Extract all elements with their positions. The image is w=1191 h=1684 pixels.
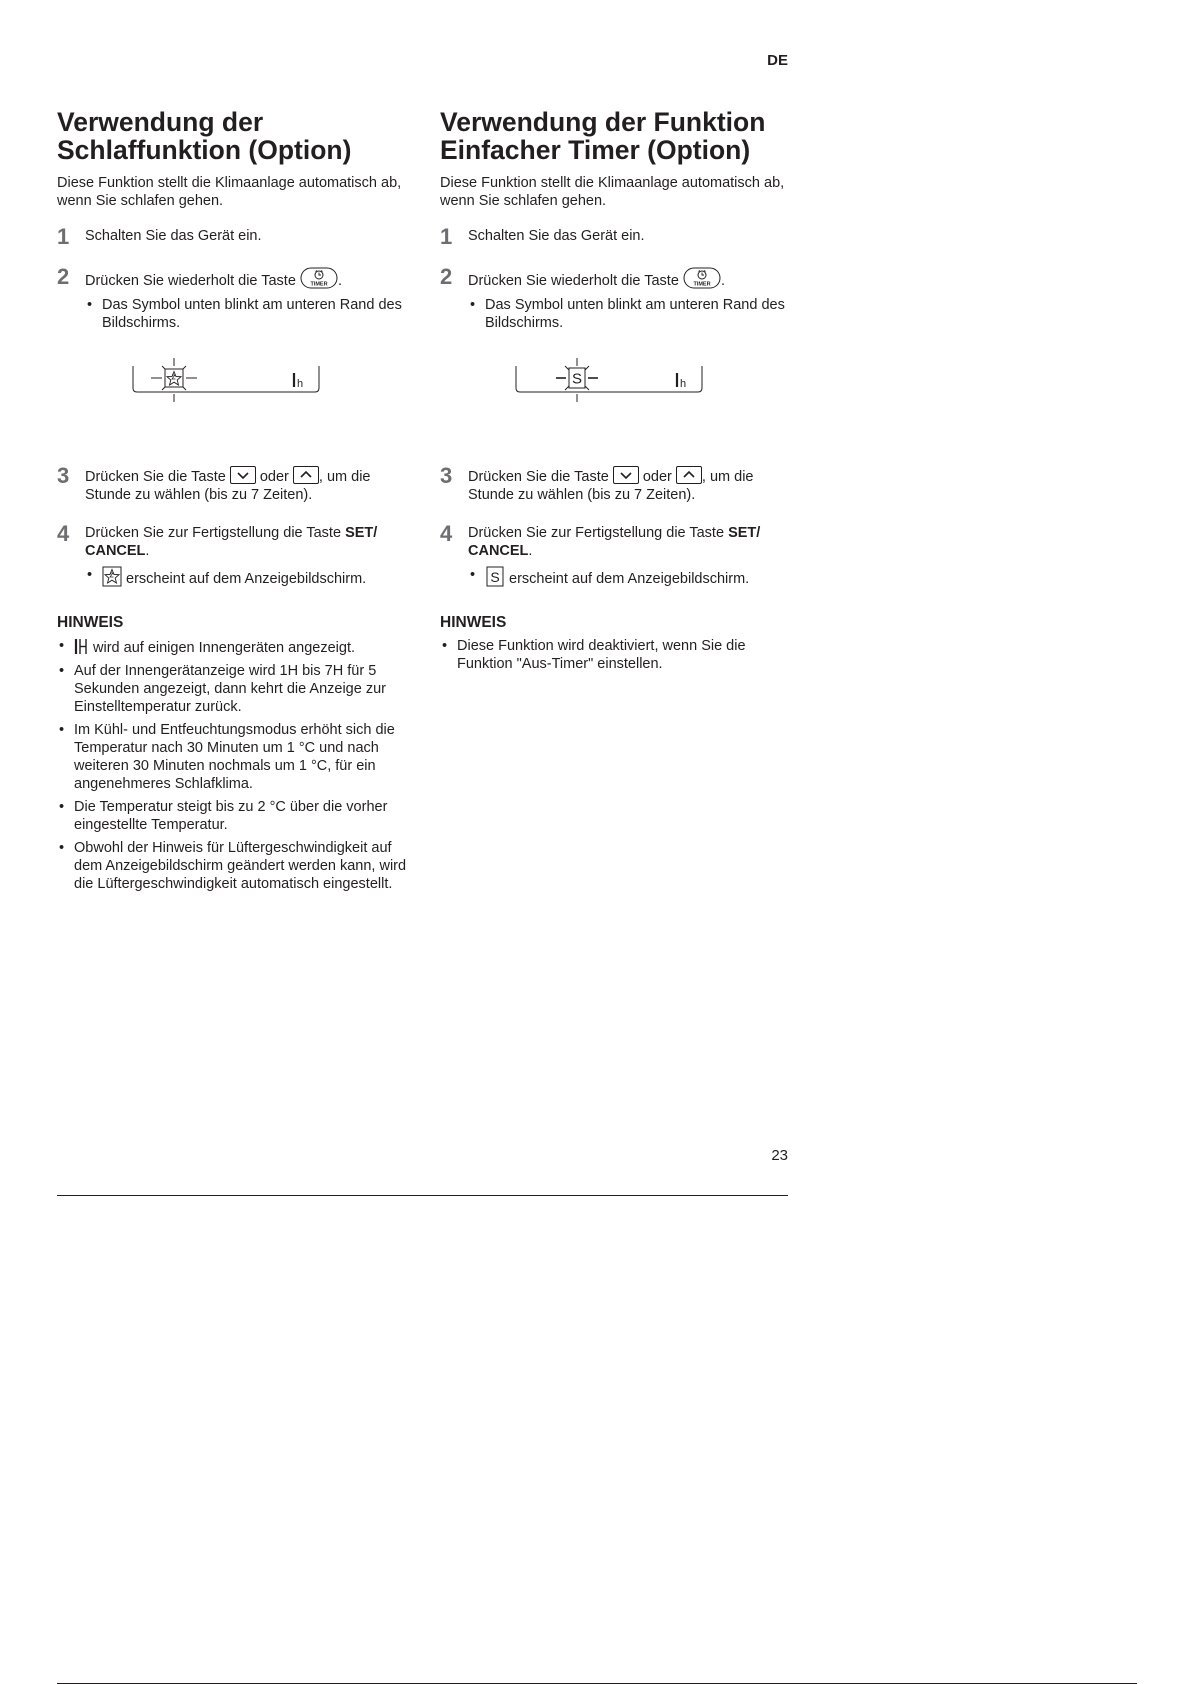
timer-label: TIMER xyxy=(310,281,328,288)
language-tag: DE xyxy=(767,52,788,69)
display-illustration xyxy=(512,352,712,410)
sleep-function-section xyxy=(57,108,407,898)
step-text-or: oder xyxy=(259,469,289,485)
step-subpoint: • Das Symbol unten blinkt am unteren Rand des Bildschirms. xyxy=(85,296,407,332)
section-title: Verwendung der Schlaffunktion (Option) xyxy=(57,107,352,165)
step-number: 4 xyxy=(57,521,70,546)
step-subpoint xyxy=(85,566,407,588)
simple-timer-s-icon xyxy=(569,368,585,388)
hour-label: h xyxy=(680,378,687,390)
sleep-star-icon xyxy=(165,369,183,387)
note-list xyxy=(57,637,407,893)
step-text: Drücken Sie wiederholt die Taste xyxy=(85,273,296,289)
hour-label: h xyxy=(297,378,304,390)
step-number: 4 xyxy=(440,521,453,546)
hour-display-icon xyxy=(74,637,89,655)
s-label: S xyxy=(571,370,583,388)
step-1 xyxy=(440,224,790,249)
hour-indicator-icon xyxy=(677,373,686,390)
step-2 xyxy=(440,264,790,332)
note-list xyxy=(440,637,790,673)
step-number: 3 xyxy=(440,463,453,488)
set-cancel-label: SET/ CANCEL xyxy=(468,525,761,559)
timer-button-icon xyxy=(300,267,338,289)
step-punct: . xyxy=(528,543,533,559)
step-text: Schalten Sie das Gerät ein. xyxy=(85,228,262,244)
up-button-icon xyxy=(293,466,319,484)
step-text: Drücken Sie zur Fertigstellung die Taste xyxy=(85,525,342,541)
footer-divider xyxy=(57,1195,788,1196)
down-button-icon xyxy=(613,466,639,484)
step-punct: . xyxy=(337,273,342,289)
step-number: 2 xyxy=(57,264,70,289)
set-cancel-label: SET/ CANCEL xyxy=(85,525,378,559)
step-text: Drücken Sie die Taste xyxy=(468,469,609,485)
step-text-rest: , um die Stunde zu wählen (bis zu 7 Zeiten). xyxy=(468,469,754,503)
step-punct: . xyxy=(145,543,150,559)
note-item-text: wird auf einigen Innengeräten angezeigt. xyxy=(93,640,356,656)
step-number: 3 xyxy=(57,463,70,488)
step-4 xyxy=(440,521,790,588)
display-panel xyxy=(129,352,329,410)
step-1 xyxy=(57,224,407,249)
step-text: Drücken Sie die Taste xyxy=(85,469,226,485)
step-subpoint xyxy=(468,566,790,588)
section-title: Verwendung der Funktion Einfacher Timer (Option) xyxy=(440,107,766,165)
simple-timer-s-icon xyxy=(485,566,505,587)
note-item: • Obwohl der Hinweis für Lüftergeschwindigkeit auf dem Anzeigebildschirm geändert werden kann, wird die Lüftergeschwindigkeit automatisch eingestellt. xyxy=(57,839,407,893)
step-subpoint: • Das Symbol unten blinkt am unteren Rand des Bildschirms. xyxy=(468,296,790,332)
timer-button-icon xyxy=(683,267,721,289)
section-intro: Diese Funktion stellt die Klimaanlage automatisch ab, wenn Sie schlafen gehen. xyxy=(440,175,785,209)
display-illustration xyxy=(129,352,329,410)
note-item: • Die Temperatur steigt bis zu 2 °C über die vorher eingestellte Temperatur. xyxy=(57,798,407,834)
hour-indicator-icon xyxy=(294,373,303,390)
step-text: Drücken Sie zur Fertigstellung die Taste xyxy=(468,525,725,541)
step-punct: . xyxy=(720,273,725,289)
up-button-icon xyxy=(676,466,702,484)
step-text-rest: , um die Stunde zu wählen (bis zu 7 Zeiten). xyxy=(85,469,371,503)
note-item: • Auf der Innengerätanzeige wird 1H bis 7H für 5 Sekunden angezeigt, dann kehrt die Anzeige zur Einstelltemperatur zurück. xyxy=(57,662,407,716)
sleep-star-icon xyxy=(102,566,122,587)
step-subpoint-text: erscheint auf dem Anzeigebildschirm. xyxy=(126,571,367,587)
step-number: 2 xyxy=(440,264,453,289)
step-2 xyxy=(57,264,407,332)
note-item xyxy=(57,637,407,657)
step-text: Drücken Sie wiederholt die Taste xyxy=(468,273,679,289)
step-3 xyxy=(440,463,790,504)
step-number: 1 xyxy=(57,224,70,249)
note-item: • Diese Funktion wird deaktiviert, wenn Sie die Funktion "Aus-Timer" einstellen. xyxy=(440,637,790,673)
step-3 xyxy=(57,463,407,504)
step-number: 1 xyxy=(440,224,453,249)
simple-timer-section xyxy=(440,108,790,678)
note-title: HINWEIS xyxy=(440,614,507,631)
section-intro: Diese Funktion stellt die Klimaanlage automatisch ab, wenn Sie schlafen gehen. xyxy=(57,175,402,209)
note-title: HINWEIS xyxy=(57,614,124,631)
down-button-icon xyxy=(230,466,256,484)
step-subpoint-text: erscheint auf dem Anzeigebildschirm. xyxy=(509,571,750,587)
step-text-or: oder xyxy=(642,469,672,485)
step-4 xyxy=(57,521,407,588)
timer-label: TIMER xyxy=(693,281,711,288)
note-item: • Im Kühl- und Entfeuchtungsmodus erhöht sich die Temperatur nach 30 Minuten um 1 °C und nach weiteren 30 Minuten nochmals um 1 °C, für ein angenehmeres Schlafklima. xyxy=(57,721,407,793)
display-panel xyxy=(512,352,712,410)
s-label: • S xyxy=(490,569,500,585)
step-text: Schalten Sie das Gerät ein. xyxy=(468,228,645,244)
page-number: 23 xyxy=(771,1147,788,1164)
